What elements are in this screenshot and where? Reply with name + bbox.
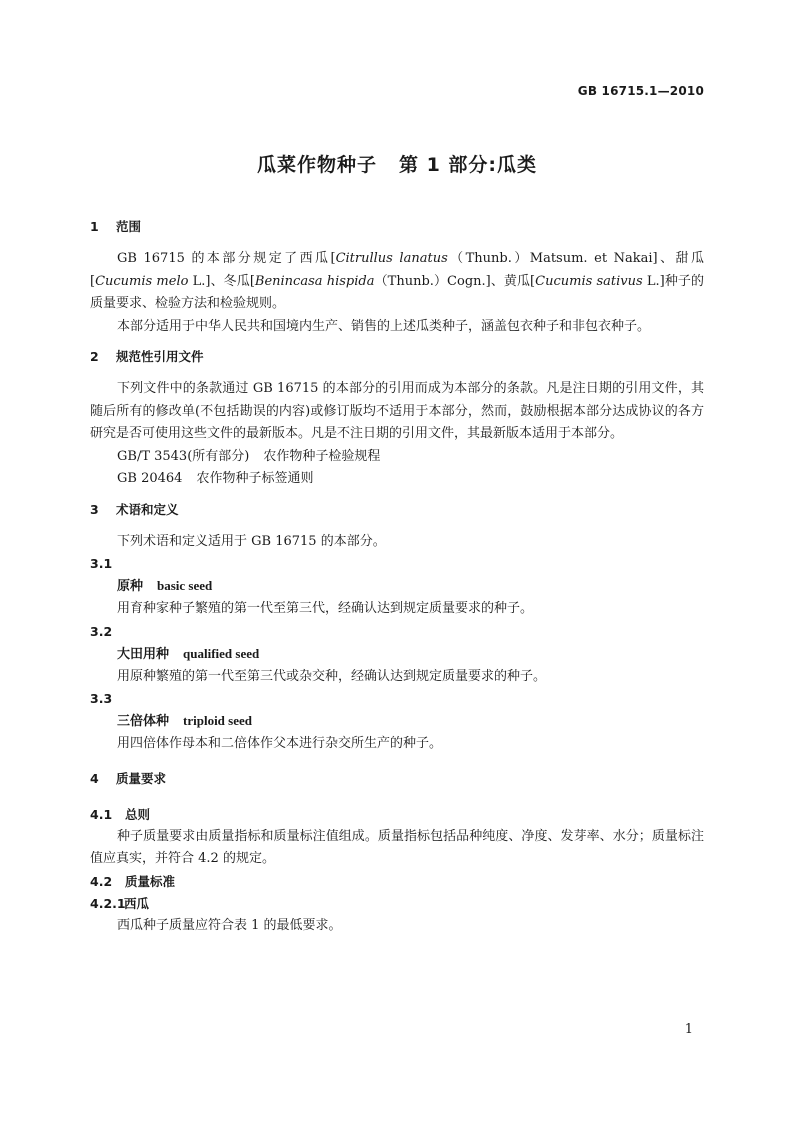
normative-references-paragraph: 下列文件中的条款通过 GB 16715 的本部分的引用而成为本部分的条款。凡是注日期的引用文件，其随后所有的修改单(不包括勘误的内容)或修订版均不适用于本部分，然而，鼓励根据本部分达成协议的各方研究是否可使用这些文件的最新版本。凡是不注日期的引用文件，其最新版本适用于本部分。 xyxy=(90,381,704,441)
section-title: 范围 xyxy=(116,219,142,234)
term-chinese: 三倍体种 xyxy=(117,714,170,729)
title-part1: 瓜菜作物种子 xyxy=(256,154,377,176)
latin-name: Benincasa hispida xyxy=(254,273,375,289)
term-definition: 用育种家种子繁殖的第一代至第三代，经确认达到规定质量要求的种子。 xyxy=(117,601,534,616)
subsection-title: 质量标准 xyxy=(125,873,176,889)
section-1-heading xyxy=(90,216,704,238)
title-part2: 第 1 部分:瓜类 xyxy=(398,154,538,176)
reference-title: 农作物种子检验规程 xyxy=(263,448,381,464)
term-number: 3.2 xyxy=(90,623,113,639)
reference-code: GB/T 3543(所有部分) xyxy=(117,448,250,464)
subsection-title: 西瓜 xyxy=(124,895,150,911)
section-title: 规范性引用文件 xyxy=(116,349,204,364)
subsection-number: 4.2 xyxy=(90,873,113,889)
text-segment: （Thunb.）Matsum. et Nakai]、甜瓜[ xyxy=(90,251,704,289)
text-segment: （Thunb.）Cogn.]、黄瓜[ xyxy=(374,273,536,289)
term-english: triploid seed xyxy=(183,713,252,728)
reference-title: 农作物种子标签通则 xyxy=(196,471,314,486)
subsection-4-1-heading xyxy=(90,804,704,826)
term-chinese: 大田用种 xyxy=(117,646,170,662)
subsection-number: 4.1 xyxy=(90,806,113,822)
term-chinese: 原种 xyxy=(117,579,144,594)
reference-code: GB 20464 xyxy=(117,471,183,486)
standard-number: GB 16715.1—2010 xyxy=(577,84,704,98)
section-title: 术语和定义 xyxy=(116,501,179,517)
text-segment: L.]、冬瓜[ xyxy=(188,273,255,289)
document-title xyxy=(0,150,794,177)
scope-paragraph-2: 本部分适用于中华人民共和国境内生产、销售的上述瓜类种子，涵盖包衣种子和非包衣种子。 xyxy=(117,318,651,334)
scope-paragraph-1 xyxy=(90,248,704,316)
term-entry xyxy=(90,643,704,666)
section-number: 1 xyxy=(90,219,99,234)
section-number: 3 xyxy=(90,501,99,517)
term-definition: 用四倍体作母本和二倍体作父本进行杂交所生产的种子。 xyxy=(117,736,443,751)
reference-item xyxy=(90,446,704,469)
page-number: 1 xyxy=(684,1022,693,1037)
latin-name: Cucumis sativus xyxy=(535,273,643,289)
latin-name: Citrullus lanatus xyxy=(335,251,448,266)
general-paragraph: 种子质量要求由质量指标和质量标注值组成。质量指标包括品种纯度、净度、发芽率、水分；质量标注值应真实，并符合 4.2 的规定。 xyxy=(90,828,704,866)
subsection-number: 4.2.1 xyxy=(90,895,126,911)
subsection-4-2-1-heading xyxy=(90,893,704,915)
subsection-title: 总则 xyxy=(125,806,151,822)
latin-name: Cucumis melo xyxy=(95,273,189,289)
section-2-heading xyxy=(90,346,704,368)
term-definition: 用原种繁殖的第一代至第三代或杂交种，经确认达到规定质量要求的种子。 xyxy=(117,668,547,684)
text-segment: L.]种子的质量要求、检验方法和检验规则。 xyxy=(90,273,704,311)
term-number: 3.3 xyxy=(90,691,113,706)
section-4-heading xyxy=(90,768,704,790)
term-entry xyxy=(90,710,704,733)
terms-intro: 下列术语和定义适用于 GB 16715 的本部分。 xyxy=(117,533,386,549)
reference-item xyxy=(90,468,704,491)
section-number: 4 xyxy=(90,770,99,786)
term-english: basic seed xyxy=(157,578,213,593)
subsection-4-2-heading xyxy=(90,871,704,893)
text-segment: GB 16715 的本部分规定了西瓜[ xyxy=(117,251,336,266)
term-entry xyxy=(90,575,704,598)
section-3-heading xyxy=(90,499,704,521)
section-title: 质量要求 xyxy=(116,770,167,786)
document-body xyxy=(90,216,704,937)
term-number: 3.1 xyxy=(90,556,113,571)
term-english: qualified seed xyxy=(183,645,260,661)
section-number: 2 xyxy=(90,349,99,364)
watermelon-paragraph: 西瓜种子质量应符合表 1 的最低要求。 xyxy=(117,917,342,933)
